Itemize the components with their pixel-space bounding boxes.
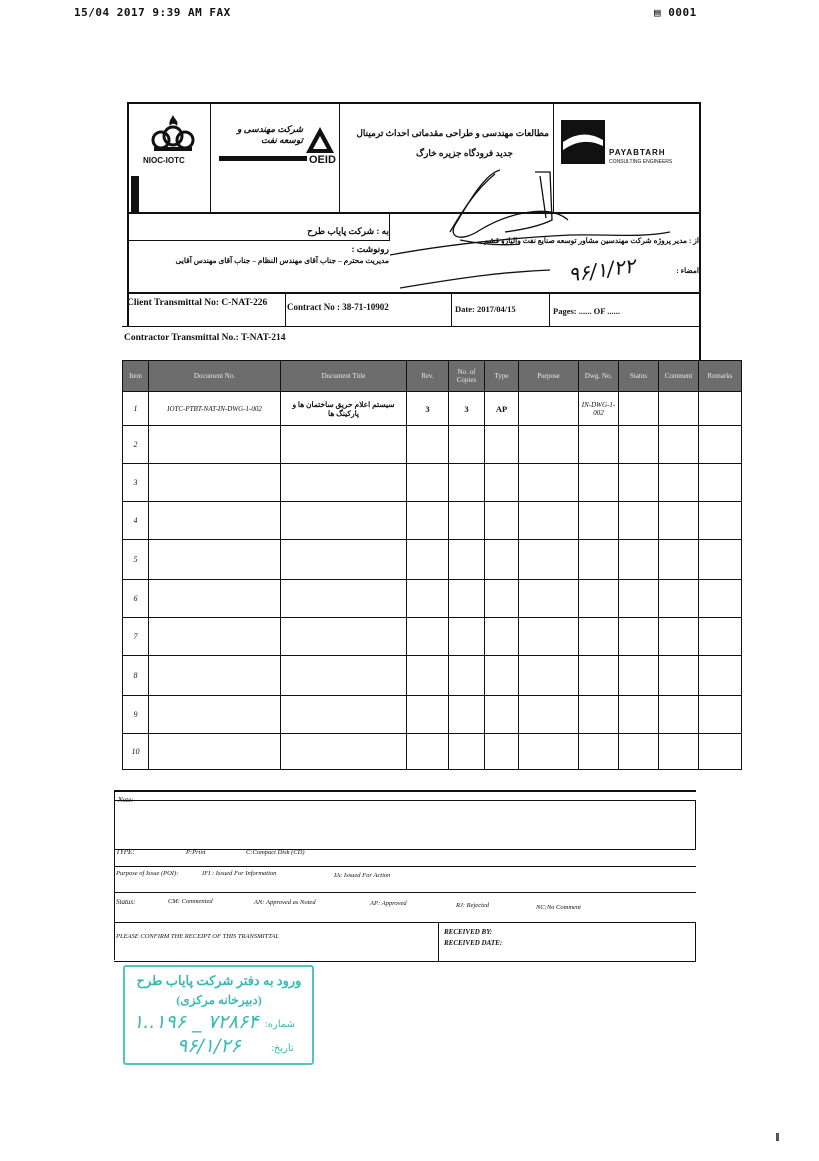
fax-icon: ▤ xyxy=(654,6,662,19)
cell-dwg xyxy=(579,656,619,696)
cell-type xyxy=(485,618,519,656)
cell-title xyxy=(281,696,407,734)
cell-status xyxy=(619,580,659,618)
cell-type xyxy=(485,464,519,502)
table-row xyxy=(123,464,742,502)
cell-remarks xyxy=(699,696,742,734)
cell-purpose xyxy=(519,540,579,580)
cell-comment xyxy=(659,696,699,734)
cell-title xyxy=(281,618,407,656)
cell-rev xyxy=(407,464,449,502)
table-row xyxy=(123,502,742,540)
scan-speck xyxy=(776,1133,779,1141)
cell-doc-no xyxy=(149,734,281,770)
stamp-line1: ورود به دفتر شرکت پایاب طرح xyxy=(136,973,302,988)
fax-page-value: 0001 xyxy=(668,6,697,19)
cell-doc-no xyxy=(149,618,281,656)
cell-item: 4 xyxy=(123,502,149,540)
to-label: به : شرکت پایاب طرح xyxy=(307,226,389,236)
cell-dwg xyxy=(579,464,619,502)
cell-dwg xyxy=(579,502,619,540)
cell-comment xyxy=(659,734,699,770)
cell-type xyxy=(485,426,519,464)
status-ap: AP: Approved xyxy=(370,900,407,907)
status-nc: NC:No Comment xyxy=(536,904,581,911)
cell-type: AP xyxy=(485,392,519,426)
oeid-logo-icon xyxy=(305,126,335,154)
client-logo-text: NIOC-IOTC xyxy=(143,156,185,165)
cell-comment xyxy=(659,502,699,540)
cell-title xyxy=(281,426,407,464)
cell-comment xyxy=(659,618,699,656)
cell-remarks xyxy=(699,502,742,540)
reception-stamp xyxy=(123,965,314,1065)
cell-status xyxy=(619,656,659,696)
from-label: از : مدیر پروژه شرکت مهندسین مشاور توسعه صنایع نفت والیاژو قشم xyxy=(483,236,699,245)
cell-rev xyxy=(407,656,449,696)
cell-item: 5 xyxy=(123,540,149,580)
cell-rev xyxy=(407,426,449,464)
cell-status xyxy=(619,696,659,734)
cell-item: 10 xyxy=(123,734,149,770)
stamp-number-value: ۱..۱۹۶ _ ۷۲۸۶۴ xyxy=(133,1011,259,1033)
cell-item: 1 xyxy=(123,392,149,426)
cell-doc-no xyxy=(149,580,281,618)
table-row xyxy=(123,392,742,426)
cell-dwg: IN-DWG-1-002 xyxy=(579,392,619,426)
cell-purpose xyxy=(519,696,579,734)
cell-item: 8 xyxy=(123,656,149,696)
cell-remarks xyxy=(699,464,742,502)
cell-copies xyxy=(449,696,485,734)
contractor-transmittal-no: Contractor Transmittal No.: T-NAT-214 xyxy=(124,333,286,343)
purpose-ia: IA: Issued For Action xyxy=(334,872,391,879)
scan-mark xyxy=(131,176,139,212)
cell-dwg xyxy=(579,426,619,464)
transmittal-row xyxy=(127,292,701,326)
legend-block xyxy=(114,790,696,960)
cell-title xyxy=(281,734,407,770)
header-remarks: Remarks xyxy=(699,361,742,392)
cell-title xyxy=(281,464,407,502)
cell-type xyxy=(485,656,519,696)
project-title-line1: مطالعات مهندسی و طراحی مقدماتی احداث ترمینال xyxy=(356,128,549,138)
cell-status xyxy=(619,464,659,502)
cell-type xyxy=(485,696,519,734)
header-doc-no: Document No. xyxy=(149,361,281,392)
type-print: P:Print xyxy=(186,849,206,856)
table-row xyxy=(123,540,742,580)
cell-copies xyxy=(449,656,485,696)
cell-remarks xyxy=(699,734,742,770)
header-item: Item xyxy=(123,361,149,392)
cell-remarks xyxy=(699,426,742,464)
received-by: RECEIVED BY: xyxy=(444,928,493,936)
cell-type xyxy=(485,734,519,770)
purpose-ifi: IFI : Issued For Information xyxy=(202,870,277,877)
cell-item: 2 xyxy=(123,426,149,464)
cell-doc-no xyxy=(149,696,281,734)
purpose-label: Purpose of Issue (POI): xyxy=(116,870,179,877)
oeid-persian-name: شرکت مهندسی و توسعه نفت xyxy=(237,124,303,145)
cell-title xyxy=(281,580,407,618)
cell-purpose xyxy=(519,580,579,618)
cell-copies xyxy=(449,618,485,656)
payabtarh-logo-icon xyxy=(561,120,605,164)
header-copies: No. of Copies xyxy=(449,361,485,392)
cell-comment xyxy=(659,656,699,696)
type-label: TYPE: xyxy=(116,848,135,856)
confirm-receipt-text: PLEASE CONFIRM THE RECEIPT OF THIS TRANSMITTAL xyxy=(116,933,279,940)
header-comment: Comment xyxy=(659,361,699,392)
cell-doc-no xyxy=(149,502,281,540)
stamp-line2: (دبیرخانه مرکزی) xyxy=(176,993,262,1007)
cell-doc-no: IOTC-PTBT-NAT-IN-DWG-1-002 xyxy=(149,392,281,426)
header-status: Status xyxy=(619,361,659,392)
table-row xyxy=(123,618,742,656)
header-dwg: Dwg. No. xyxy=(579,361,619,392)
table-row xyxy=(123,580,742,618)
cell-item: 6 xyxy=(123,580,149,618)
fax-page-number xyxy=(654,6,697,19)
cell-purpose xyxy=(519,734,579,770)
handwritten-number: ۹۶/۱/۲۲ xyxy=(566,253,637,287)
cell-rev xyxy=(407,540,449,580)
fax-header-left: 15/04 2017 9:39 AM FAX xyxy=(74,6,231,19)
cell-item: 3 xyxy=(123,464,149,502)
table-row xyxy=(123,734,742,770)
cell-remarks xyxy=(699,540,742,580)
cell-purpose xyxy=(519,502,579,540)
cell-comment xyxy=(659,426,699,464)
cell-title: سیستم اعلام حریق ساختمان ها و پارکینگ ها xyxy=(281,392,407,426)
cell-doc-no xyxy=(149,540,281,580)
cell-copies xyxy=(449,734,485,770)
cell-doc-no xyxy=(149,464,281,502)
cell-title xyxy=(281,656,407,696)
table-row xyxy=(123,426,742,464)
cell-comment xyxy=(659,540,699,580)
cell-copies xyxy=(449,540,485,580)
status-rj: RJ: Rejected xyxy=(456,902,490,909)
status-an: AN: Approved as Noted xyxy=(254,899,316,906)
table-header-row xyxy=(123,361,742,392)
contractor-sub: CONSULTING ENGINEERS xyxy=(609,159,673,165)
cell-dwg xyxy=(579,540,619,580)
cell-remarks xyxy=(699,618,742,656)
cell-comment xyxy=(659,392,699,426)
header-purpose: Purpose xyxy=(519,361,579,392)
stamp-number-label: شماره: xyxy=(265,1019,296,1030)
cell-title xyxy=(281,540,407,580)
attention-line: مدیریت محترم – جناب آقای مهندس النظام – جناب آقای مهندس آقایی xyxy=(175,256,389,265)
cell-dwg xyxy=(579,618,619,656)
project-title-line2: جدید فرودگاه جزیره خارگ xyxy=(415,148,513,158)
contractor-transmittal-row xyxy=(122,326,701,360)
cell-status xyxy=(619,734,659,770)
cell-remarks xyxy=(699,392,742,426)
cell-dwg xyxy=(579,734,619,770)
note-label: Note: xyxy=(118,796,134,804)
table-row xyxy=(123,696,742,734)
cell-type xyxy=(485,580,519,618)
cell-item: 7 xyxy=(123,618,149,656)
nioc-logo-icon xyxy=(151,112,195,152)
received-date: RECEIVED DATE: xyxy=(444,939,503,947)
cell-rev xyxy=(407,618,449,656)
cell-status xyxy=(619,426,659,464)
status-label: Status: xyxy=(116,898,136,906)
status-cm: CM: Commented xyxy=(168,898,213,905)
cell-remarks xyxy=(699,580,742,618)
oeid-text: OEID xyxy=(309,154,336,166)
cell-copies xyxy=(449,464,485,502)
cell-item: 9 xyxy=(123,696,149,734)
cell-status xyxy=(619,392,659,426)
cell-purpose xyxy=(519,618,579,656)
cell-rev xyxy=(407,734,449,770)
signature-label: امضاء : xyxy=(676,266,699,275)
cell-purpose xyxy=(519,426,579,464)
cell-purpose xyxy=(519,464,579,502)
cell-comment xyxy=(659,580,699,618)
cell-status xyxy=(619,618,659,656)
cell-dwg xyxy=(579,580,619,618)
cell-rev xyxy=(407,502,449,540)
cell-rev: 3 xyxy=(407,392,449,426)
cell-copies: 3 xyxy=(449,392,485,426)
cell-status xyxy=(619,540,659,580)
type-cd: C:Compact Disk (CD) xyxy=(246,849,305,856)
cell-copies xyxy=(449,502,485,540)
cell-type xyxy=(485,502,519,540)
cell-title xyxy=(281,502,407,540)
transmittal-date: Date: 2017/04/15 xyxy=(455,304,516,314)
cc-label: رونوشت : xyxy=(351,244,389,254)
stamp-date-label: تاریخ: xyxy=(271,1043,294,1054)
cell-purpose xyxy=(519,656,579,696)
contract-no: Contract No : 38-71-10902 xyxy=(287,302,389,312)
cell-doc-no xyxy=(149,656,281,696)
client-transmittal-no: Client Transmittal No: C-NAT-226 xyxy=(127,298,268,308)
contractor-name: PAYABTARH xyxy=(609,148,666,157)
cell-rev xyxy=(407,696,449,734)
cell-comment xyxy=(659,464,699,502)
cell-doc-no xyxy=(149,426,281,464)
table-row xyxy=(123,656,742,696)
document-table xyxy=(122,360,742,770)
pages-count: Pages: ...... OF ...... xyxy=(553,306,620,316)
header-title: Document Title xyxy=(281,361,407,392)
cell-status xyxy=(619,502,659,540)
cell-copies xyxy=(449,580,485,618)
header-rev: Rev. xyxy=(407,361,449,392)
stamp-date-value: ۹۶/۱/۲۶ xyxy=(177,1035,241,1057)
cell-dwg xyxy=(579,696,619,734)
cell-remarks xyxy=(699,656,742,696)
header-type: Type xyxy=(485,361,519,392)
cell-rev xyxy=(407,580,449,618)
cell-purpose xyxy=(519,392,579,426)
cell-copies xyxy=(449,426,485,464)
cell-type xyxy=(485,540,519,580)
